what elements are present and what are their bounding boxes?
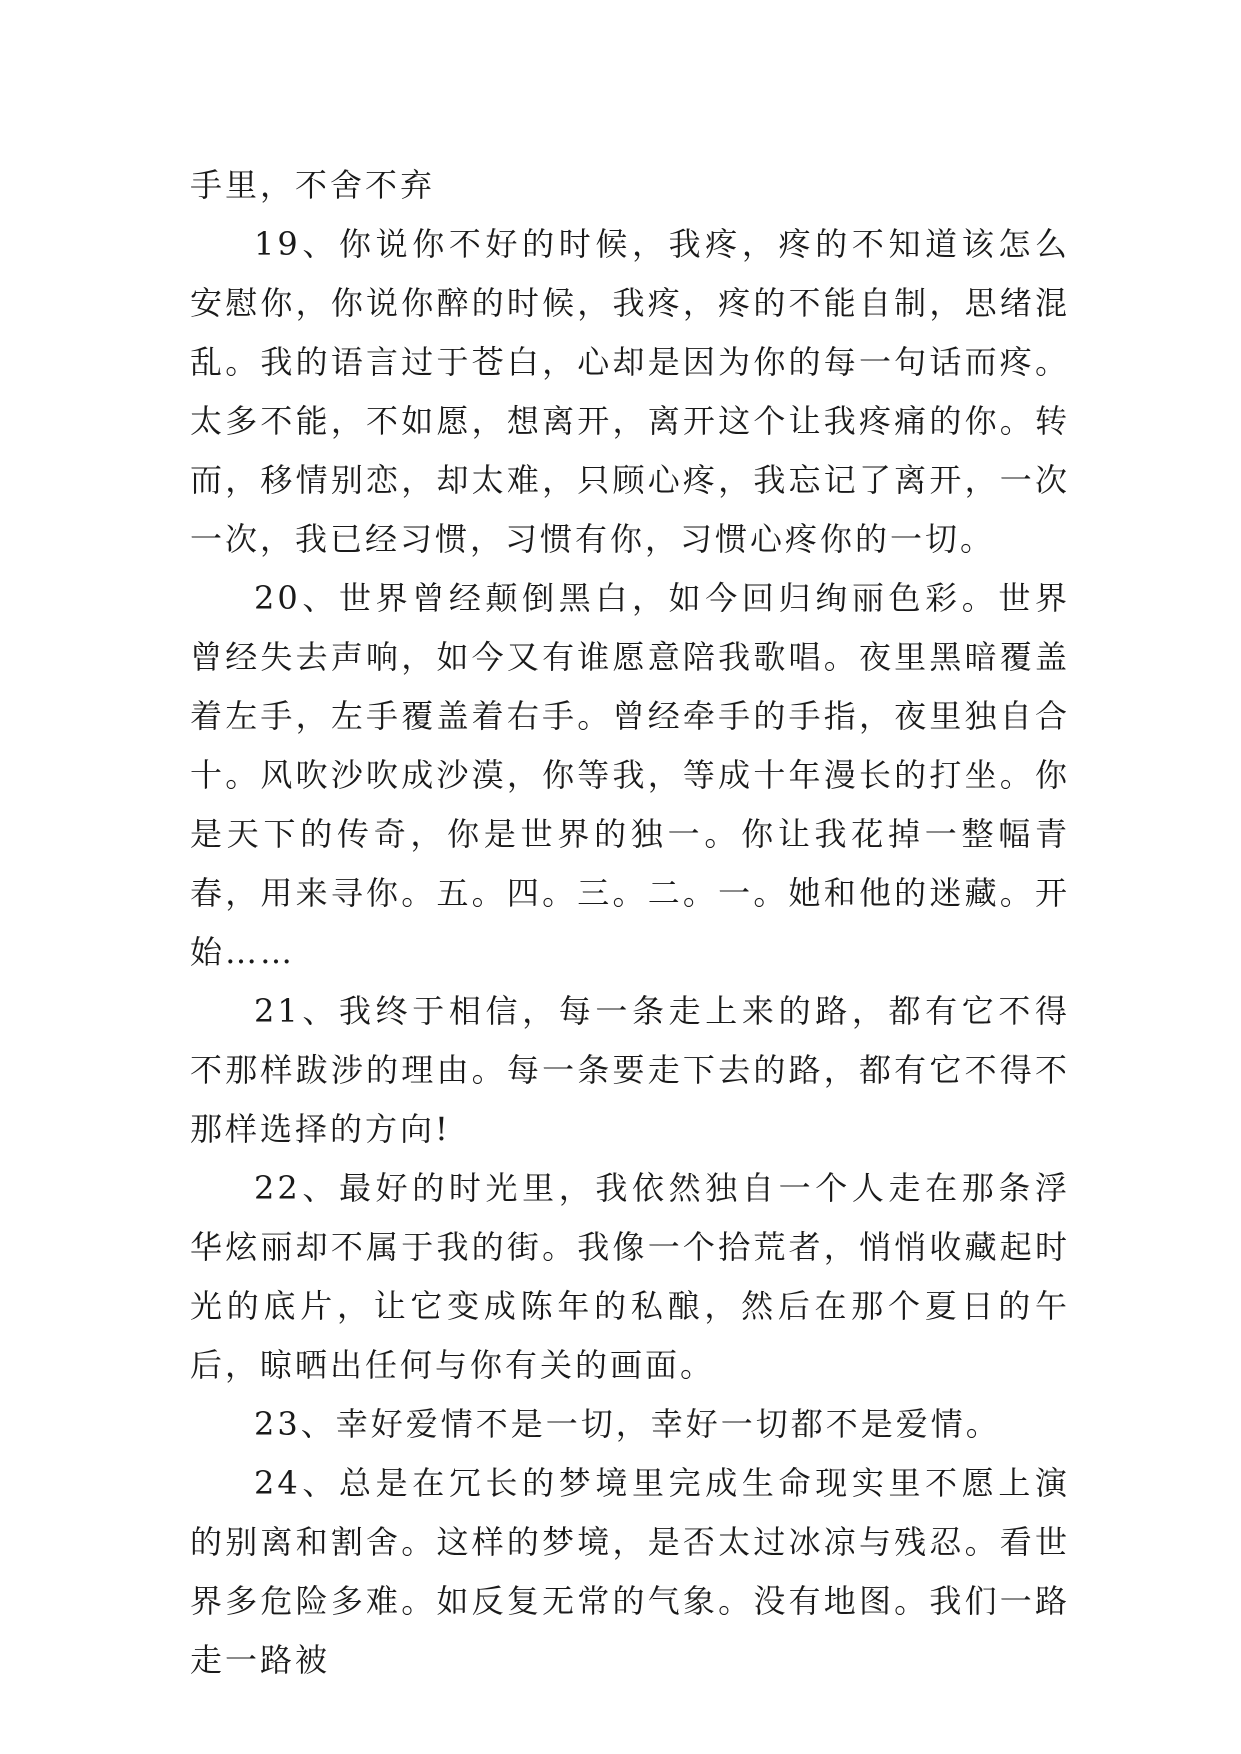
- paragraph-21: 21、我终于相信，每一条走上来的路，都有它不得不那样跋涉的理由。每一条要走下去的路，都有它不得不那样选择的方向!: [190, 992, 1070, 1148]
- paragraph-20: 20、世界曾经颠倒黑白，如今回归绚丽色彩。世界曾经失去声响，如今又有谁愿意陪我歌唱。夜里黑暗覆盖着左手，左手覆盖着右手。曾经牵手的手指，夜里独自合十。风吹沙吹成沙漠，你等我，等成十年漫长的打坐。你是天下的传奇，你是世界的独一。你让我花掉一整幅青春，用来寻你。五。四。三。二。一。她和他的迷藏。开始……: [190, 579, 1070, 971]
- paragraph-19: 19、你说你不好的时候，我疼，疼的不知道该怎么安慰你，你说你醉的时候，我疼，疼的不能自制，思绪混乱。我的语言过于苍白，心却是因为你的每一句话而疼。太多不能，不如愿，想离开，离开这个让我疼痛的你。转而，移情别恋，却太难，只顾心疼，我忘记了离开，一次一次，我已经习惯，习惯有你，习惯心疼你的一切。: [190, 225, 1070, 558]
- paragraph-23: 23、幸好爱情不是一切，幸好一切都不是爱情。: [254, 1405, 1001, 1443]
- document-body: [190, 156, 1070, 1690]
- paragraph-22: 22、最好的时光里，我依然独自一个人走在那条浮华炫丽却不属于我的街。我像一个拾荒者，悄悄收藏起时光的底片，让它变成陈年的私酿，然后在那个夏日的午后，晾晒出任何与你有关的画面。: [190, 1169, 1070, 1384]
- paragraph-24: 24、总是在冗长的梦境里完成生命现实里不愿上演的别离和割舍。这样的梦境，是否太过冰凉与残忍。看世界多危险多难。如反复无常的气象。没有地图。我们一路走一路被: [190, 1464, 1070, 1679]
- paragraph-continuation: 手里，不舍不弃: [190, 166, 436, 204]
